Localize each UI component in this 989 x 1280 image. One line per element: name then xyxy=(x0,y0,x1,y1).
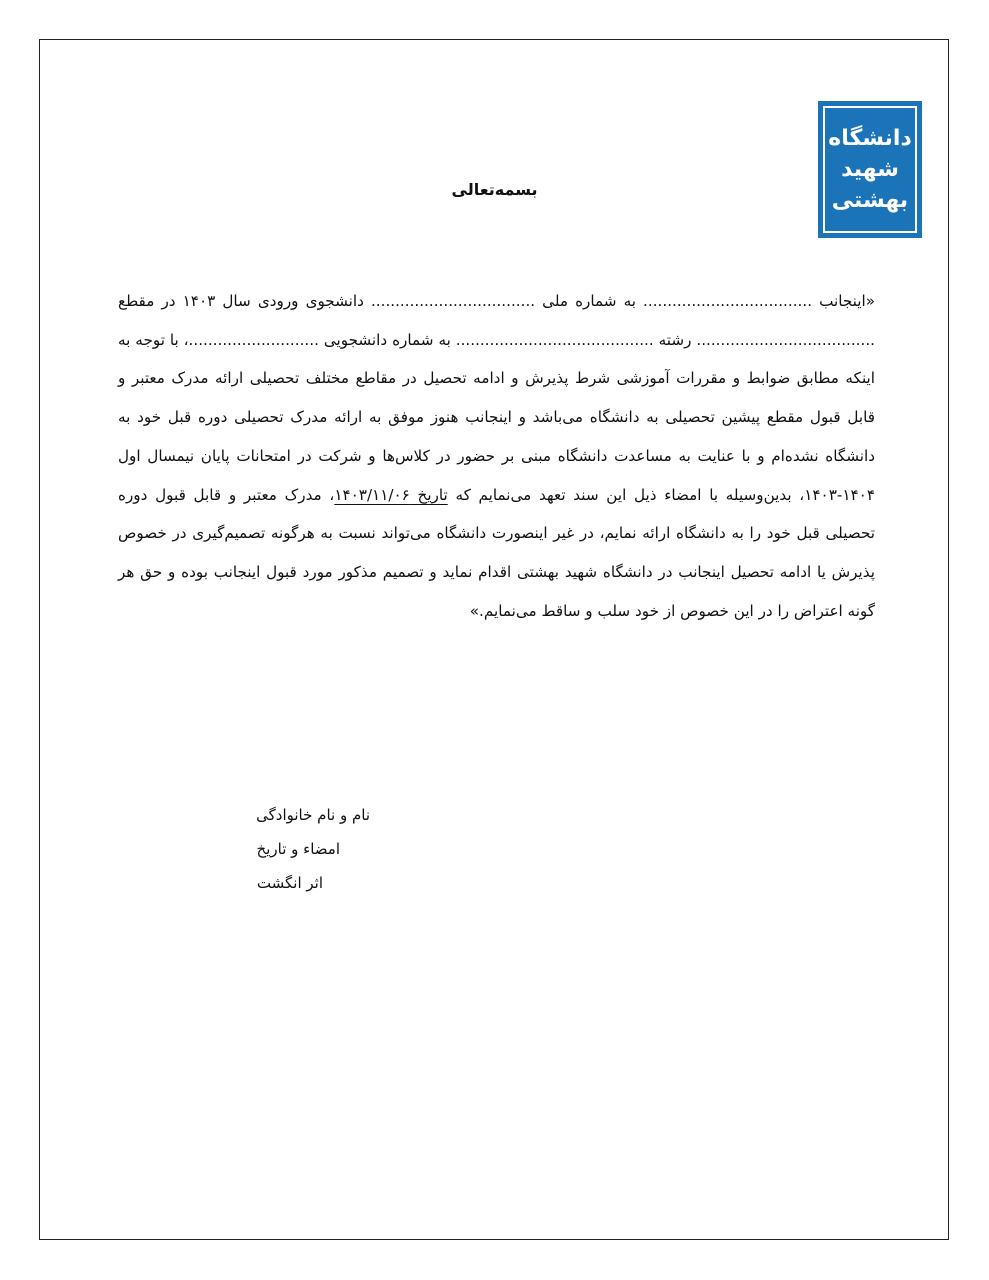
full-name-label: نام و نام خانوادگی xyxy=(256,806,370,824)
commitment-text-part-1: «اینجانب ................................... به شماره ملی .................................. دانشجوی ورودی سال ۱۴۰۳ در مقطع ..................................... رشته ......................................... به شماره دانشجویی ...........................، با توجه به اینکه مطابق ضوابط و مقررات آموزشی شرط پذیرش و ادامه تحصیل در مقاطع مختلف تحصیلی ارائه مدرک معتبر و قابل قبول مقطع پیشین تحصیلی به دانشگاه می‌باشد و اینجانب هنوز موفق به ارائه مدرک تحصیلی دوره قبل خود به دانشگاه نشده‌ام و با عنایت به مساعدت دانشگاه مبنی بر حضور در کلاس‌ها و شرکت در امتحانات پایان نیمسال اول ۱۴۰۴-۱۴۰۳، بدین‌وسیله با امضاء ذیل این سند تعهد می‌نمایم که xyxy=(118,292,875,504)
signature-date-label: امضاء و تاریخ xyxy=(256,840,340,858)
commitment-text xyxy=(118,282,875,630)
logo-line-2: شهید xyxy=(841,157,899,182)
deadline-date: تاریخ ۱۴۰۳/۱۱/۰۶ xyxy=(334,485,448,504)
page-border xyxy=(39,39,949,1240)
logo-line-3: بهشتی xyxy=(831,188,909,213)
fingerprint-label: اثر انگشت xyxy=(256,874,323,892)
logo-line-1: دانشگاه xyxy=(828,126,912,151)
signature-block xyxy=(200,798,370,900)
commitment-text-part-2: ، مدرک معتبر و قابل قبول دوره تحصیلی قبل خود را به دانشگاه ارائه نمایم، در غیر اینصورت دانشگاه می‌تواند نسبت به هرگونه تصمیم‌گیری در خصوص پذیرش یا ادامه تحصیل اینجانب در دانشگاه شهید بهشتی اقدام نماید و تصمیم مذکور مورد قبول اینجانب بوده و حق هر گونه اعتراض را در این خصوص از خود سلب و ساقط می‌نمایم.» xyxy=(118,485,875,620)
university-logo xyxy=(818,101,922,238)
logo-frame xyxy=(823,106,917,233)
document-title: بسمه‌تعالی xyxy=(451,180,538,199)
